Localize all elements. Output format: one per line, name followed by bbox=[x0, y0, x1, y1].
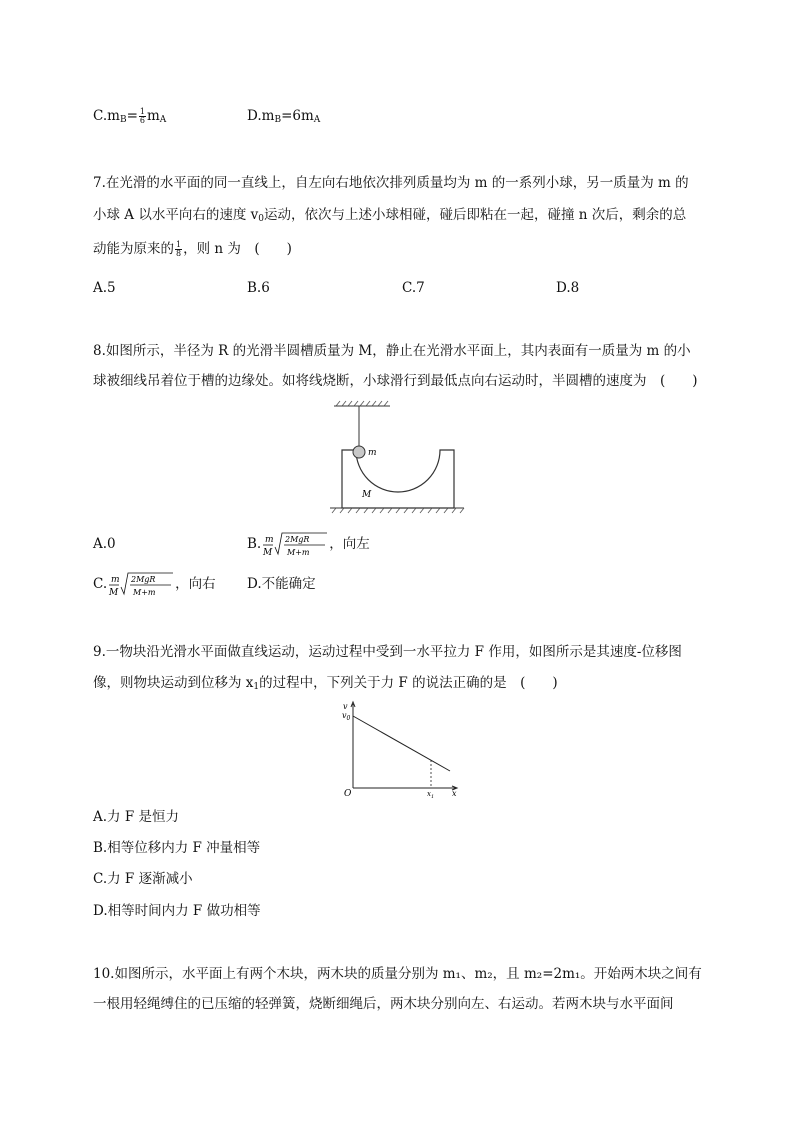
q9-line-1: 9.一物块沿光滑水平面做直线运动，运动过程中受到一水平拉力 F 作用，如图所示是其速度-位移图 bbox=[93, 644, 682, 660]
q7-option-d: D.8 bbox=[556, 280, 580, 296]
label-origin: O bbox=[344, 789, 352, 799]
q7-option-b: B.6 bbox=[247, 280, 270, 296]
q9-option-b: B.相等位移内力 F 冲量相等 bbox=[93, 840, 261, 856]
q7-option-a: A.5 bbox=[93, 280, 116, 296]
ceiling-hatch bbox=[336, 401, 388, 406]
half-pipe-figure bbox=[328, 400, 468, 515]
q6-option-d: $D.m_B=6m_A$ bbox=[247, 108, 321, 125]
q7-line-3: 动能为原来的 $\frac{1}{8}$ ，则 n 为 ( ) bbox=[93, 240, 292, 258]
fraction-one-eighth: $\frac{1}{8}$ bbox=[176, 240, 182, 258]
q8-option-d: D.不能确定 bbox=[247, 576, 316, 592]
svg-text:2MgR: 2MgR bbox=[131, 574, 156, 584]
q8-line-2: 球被细线吊着位于槽的边缘处。如将线烧断，小球滑行到最低点向右运动时，半圆槽的速度为 ( ) bbox=[93, 373, 698, 389]
svg-text:M: M bbox=[109, 587, 119, 598]
q10-line-1: 10.如图所示，水平面上有两个木块，两木块的质量分别为 m₁、m₂，且 m₂=2m₁。开始两木块之间有 bbox=[93, 966, 702, 982]
q8-line-1: 8.如图所示，半径为 R 的光滑半圆槽质量为 M，静止在光滑水平面上，其内表面有一质量为 m 的小 bbox=[93, 343, 691, 359]
ball-m bbox=[353, 446, 365, 458]
svg-text:2MgR: 2MgR bbox=[285, 534, 310, 544]
svg-text:m: m bbox=[111, 574, 120, 585]
velocity-displacement-graph bbox=[338, 700, 468, 800]
formula-velocity-b bbox=[261, 530, 329, 559]
q8-option-c: C. m M 2MgR M+m ，向右 bbox=[93, 570, 216, 599]
ground-hatch bbox=[332, 508, 464, 513]
q9-option-d: D.相等时间内力 F 做功相等 bbox=[93, 903, 261, 919]
fraction-one-sixth: $\frac{1}{6}$ bbox=[139, 107, 145, 125]
q8-option-a: A.0 bbox=[93, 536, 116, 552]
q6-option-c: $C.m_B=$ $\frac{1}{6}$ $m_A$ bbox=[93, 107, 167, 125]
q7-line-2: 小球 A 以水平向右的速度 $v_0$运动，依次与上述小球相碰，碰后即粘在一起，碰撞 n 次后，剩余的总 bbox=[93, 207, 687, 224]
svg-text:M+m: M+m bbox=[133, 587, 156, 597]
svg-text:M+m: M+m bbox=[287, 547, 310, 557]
label-m: m bbox=[368, 448, 377, 458]
q7-option-c: C.7 bbox=[402, 280, 425, 296]
q9-option-a: A.力 F 是恒力 bbox=[93, 809, 179, 825]
q9-option-c: C.力 F 逐渐减小 bbox=[93, 871, 193, 887]
label-M: M bbox=[362, 490, 372, 500]
label-x: x bbox=[452, 789, 457, 798]
q7-line-1: 7.在光滑的水平面的同一直线上，自左向右地依次排列质量均为 m 的一系列小球，另一质量为 m 的 bbox=[93, 175, 689, 191]
q8-option-b: B. m M 2MgR M+m ，向左 bbox=[247, 530, 370, 559]
q10-line-2: 一根用轻绳缚住的已压缩的轻弹簧，烧断细绳后，两木块分别向左、右运动。若两木块与水平面间 bbox=[93, 996, 674, 1012]
q9-line-2: 像，则物块运动到位移为 $x_1$的过程中，下列关于力 F 的说法正确的是 ( ) bbox=[93, 675, 558, 692]
label-x1: $x_1$ bbox=[427, 790, 435, 800]
velocity-line bbox=[353, 716, 450, 771]
label-v0: $v_0$ bbox=[342, 711, 351, 722]
svg-text:m: m bbox=[265, 534, 274, 545]
trough-block bbox=[342, 450, 454, 508]
formula-velocity-c bbox=[107, 570, 175, 599]
label-v: v bbox=[343, 702, 348, 711]
svg-text:M: M bbox=[263, 547, 273, 558]
